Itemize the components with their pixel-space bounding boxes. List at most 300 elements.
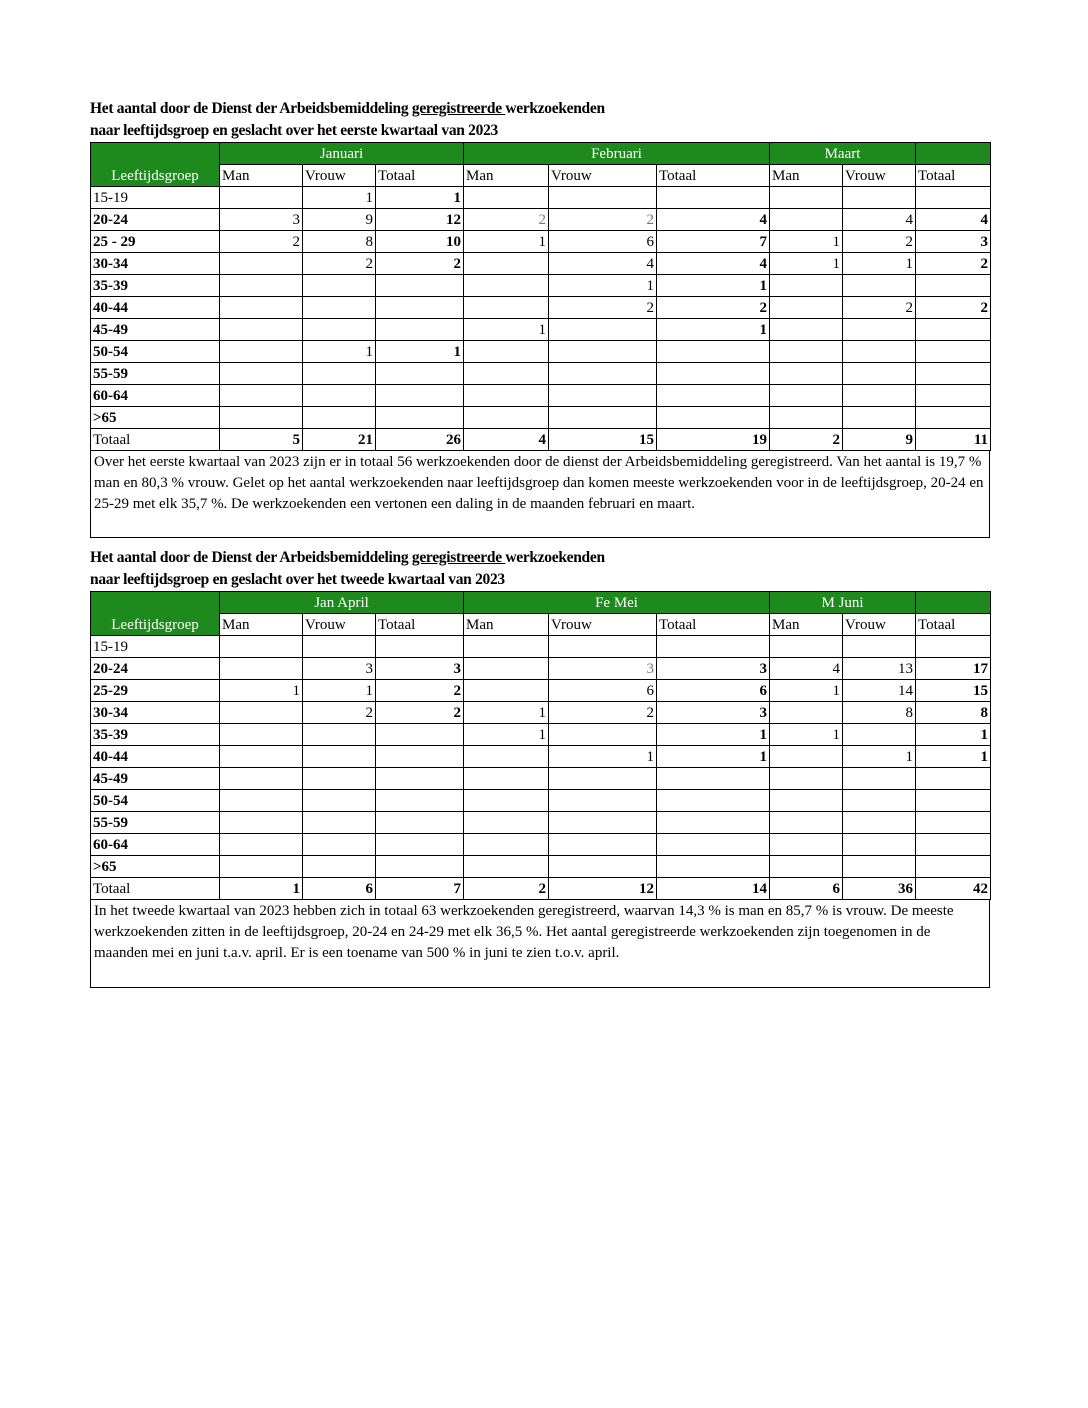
column-header: Totaal bbox=[376, 614, 464, 636]
table-cell bbox=[220, 790, 303, 812]
table-row bbox=[91, 209, 991, 231]
table-cell: 1 bbox=[770, 253, 843, 275]
table-cell: 2 bbox=[303, 253, 376, 275]
age-group-header: Leeftijdsgroep bbox=[91, 592, 220, 636]
table-cell: 1 bbox=[770, 680, 843, 702]
table-cell: 1 bbox=[657, 319, 770, 341]
table-cell bbox=[303, 746, 376, 768]
table-cell bbox=[464, 297, 549, 319]
table-cell bbox=[916, 385, 991, 407]
table-cell bbox=[916, 363, 991, 385]
table-cell: 6 bbox=[657, 680, 770, 702]
table-cell bbox=[303, 856, 376, 878]
table-cell bbox=[376, 812, 464, 834]
column-header: Totaal bbox=[916, 614, 991, 636]
table-cell: 12 bbox=[549, 878, 657, 900]
column-header: Vrouw bbox=[549, 165, 657, 187]
table-cell bbox=[843, 834, 916, 856]
table-cell bbox=[303, 834, 376, 856]
table-row bbox=[91, 341, 991, 363]
table-cell: 4 bbox=[464, 429, 549, 451]
table-cell bbox=[464, 341, 549, 363]
table-cell: 1 bbox=[843, 253, 916, 275]
column-header: Man bbox=[220, 165, 303, 187]
age-group-label: 40-44 bbox=[91, 297, 220, 319]
table-row bbox=[91, 319, 991, 341]
table-cell: 2 bbox=[916, 297, 991, 319]
month-header-spacer bbox=[916, 143, 991, 165]
table-cell: 14 bbox=[657, 878, 770, 900]
table-cell bbox=[657, 407, 770, 429]
table-cell bbox=[549, 724, 657, 746]
table-cell: 3 bbox=[376, 658, 464, 680]
table-cell bbox=[843, 812, 916, 834]
table-cell bbox=[657, 768, 770, 790]
table-cell bbox=[657, 790, 770, 812]
table-cell bbox=[376, 746, 464, 768]
table-cell bbox=[770, 407, 843, 429]
table-cell bbox=[303, 724, 376, 746]
table-cell: 2 bbox=[303, 702, 376, 724]
q1-note: Over het eerste kwartaal van 2023 zijn er in totaal 56 werkzoekenden door de dienst der Arbeidsbemiddeling geregistreerd. Van het aantal is 19,7 % man en 80,3 % vrouw. Gelet op het aantal werkzoekenden naar leeftijdsgroep dan komen meeste werkzoekenden voor in de leeftijdsgroep, 20-24 en 25-29 met elk 35,7 %. De werkzoekenden een vertonen een daling in de maanden februari en maart. bbox=[90, 451, 990, 538]
age-group-label: 50-54 bbox=[91, 341, 220, 363]
table-cell: 6 bbox=[770, 878, 843, 900]
q2-note: In het tweede kwartaal van 2023 hebben zich in totaal 63 werkzoekenden geregistreerd, waarvan 14,3 % is man en 85,7 % is vrouw. De meeste werkzoekenden zitten in de leeftijdsgroep, 20-24 en 24-29 met elk 36,5 %. Het aantal geregistreerde werkzoekenden zijn toegenomen in de maanden mei en juni t.a.v. april. Er is een toename van 500 % in juni te zien t.o.v. april. bbox=[90, 900, 990, 988]
table-cell: 2 bbox=[549, 209, 657, 231]
column-header: Vrouw bbox=[303, 614, 376, 636]
table-cell: 7 bbox=[657, 231, 770, 253]
table-cell bbox=[843, 385, 916, 407]
table-cell bbox=[657, 341, 770, 363]
age-group-label: 35-39 bbox=[91, 724, 220, 746]
table-cell bbox=[220, 319, 303, 341]
table-cell bbox=[303, 363, 376, 385]
table-cell bbox=[657, 363, 770, 385]
table-cell: 15 bbox=[916, 680, 991, 702]
table-cell bbox=[376, 297, 464, 319]
table-cell bbox=[220, 746, 303, 768]
table-cell bbox=[303, 297, 376, 319]
table-cell bbox=[549, 363, 657, 385]
table-cell bbox=[220, 407, 303, 429]
age-group-label: 55-59 bbox=[91, 363, 220, 385]
age-group-label: 40-44 bbox=[91, 746, 220, 768]
table-cell bbox=[916, 790, 991, 812]
age-group-label: 50-54 bbox=[91, 790, 220, 812]
column-header: Vrouw bbox=[303, 165, 376, 187]
table-cell: 1 bbox=[916, 724, 991, 746]
q1-subtitle: naar leeftijdsgroep en geslacht over het eerste kwartaal van 2023 bbox=[90, 122, 498, 139]
age-group-label: 45-49 bbox=[91, 768, 220, 790]
table-cell bbox=[843, 856, 916, 878]
table-cell: 1 bbox=[303, 187, 376, 209]
table-cell bbox=[464, 658, 549, 680]
table-cell: 2 bbox=[376, 680, 464, 702]
table-cell: 7 bbox=[376, 878, 464, 900]
table-cell bbox=[843, 341, 916, 363]
table-cell bbox=[770, 209, 843, 231]
table-cell: 26 bbox=[376, 429, 464, 451]
table-cell: 42 bbox=[916, 878, 991, 900]
table-cell bbox=[303, 407, 376, 429]
table-cell: 2 bbox=[549, 297, 657, 319]
table-cell: 1 bbox=[376, 187, 464, 209]
table-cell bbox=[464, 385, 549, 407]
table-cell bbox=[220, 768, 303, 790]
table-cell: 13 bbox=[843, 658, 916, 680]
table-row bbox=[91, 187, 991, 209]
table-cell bbox=[220, 275, 303, 297]
table-cell bbox=[220, 363, 303, 385]
table-cell: 2 bbox=[843, 231, 916, 253]
age-group-label: 25-29 bbox=[91, 680, 220, 702]
table-cell bbox=[549, 187, 657, 209]
table-cell bbox=[549, 385, 657, 407]
table-cell bbox=[376, 363, 464, 385]
table-cell bbox=[303, 812, 376, 834]
age-group-label: >65 bbox=[91, 856, 220, 878]
table-cell: 3 bbox=[657, 658, 770, 680]
table-cell: 1 bbox=[549, 275, 657, 297]
age-group-label: 35-39 bbox=[91, 275, 220, 297]
table-cell bbox=[464, 834, 549, 856]
table-cell: 1 bbox=[376, 341, 464, 363]
table-cell bbox=[549, 341, 657, 363]
column-header: Man bbox=[770, 614, 843, 636]
table-cell bbox=[464, 812, 549, 834]
table-cell bbox=[770, 385, 843, 407]
table-cell: 2 bbox=[220, 231, 303, 253]
column-header: Vrouw bbox=[549, 614, 657, 636]
column-header: Man bbox=[464, 614, 549, 636]
table-cell bbox=[376, 407, 464, 429]
table-cell bbox=[220, 385, 303, 407]
q2-subtitle: naar leeftijdsgroep en geslacht over het tweede kwartaal van 2023 bbox=[90, 571, 505, 588]
table-cell: 1 bbox=[916, 746, 991, 768]
table-cell bbox=[843, 768, 916, 790]
table-cell: 6 bbox=[303, 878, 376, 900]
table-cell bbox=[303, 790, 376, 812]
table-cell bbox=[843, 363, 916, 385]
table-cell bbox=[770, 297, 843, 319]
table-cell bbox=[657, 812, 770, 834]
table-cell bbox=[376, 636, 464, 658]
table-row bbox=[91, 407, 991, 429]
column-header: Vrouw bbox=[843, 165, 916, 187]
table-row bbox=[91, 658, 991, 680]
table-cell bbox=[843, 636, 916, 658]
table-cell bbox=[376, 790, 464, 812]
table-cell bbox=[220, 658, 303, 680]
column-header: Totaal bbox=[657, 614, 770, 636]
table-cell: 11 bbox=[916, 429, 991, 451]
table-cell bbox=[464, 636, 549, 658]
table-cell bbox=[770, 187, 843, 209]
table-cell bbox=[549, 407, 657, 429]
table-cell: 3 bbox=[549, 658, 657, 680]
table-row bbox=[91, 768, 991, 790]
table-cell bbox=[657, 636, 770, 658]
q2-table-body bbox=[91, 592, 991, 900]
table-cell bbox=[464, 363, 549, 385]
month-header: Maart bbox=[770, 143, 916, 165]
table-cell bbox=[770, 834, 843, 856]
table-cell bbox=[770, 363, 843, 385]
table-cell bbox=[770, 768, 843, 790]
table-cell: 2 bbox=[770, 429, 843, 451]
table-cell bbox=[220, 297, 303, 319]
table-cell: 2 bbox=[657, 297, 770, 319]
table-cell: 5 bbox=[220, 429, 303, 451]
table-cell bbox=[657, 856, 770, 878]
table-cell bbox=[464, 187, 549, 209]
table-cell bbox=[464, 407, 549, 429]
table-cell: 2 bbox=[549, 702, 657, 724]
table-cell: 6 bbox=[549, 680, 657, 702]
table-cell bbox=[303, 636, 376, 658]
table-cell bbox=[376, 834, 464, 856]
table-cell bbox=[657, 385, 770, 407]
table-cell: 1 bbox=[303, 680, 376, 702]
table-cell: 2 bbox=[376, 702, 464, 724]
table-cell bbox=[770, 319, 843, 341]
table-cell: 1 bbox=[464, 319, 549, 341]
table-cell: 1 bbox=[303, 341, 376, 363]
table-cell bbox=[770, 702, 843, 724]
table-cell bbox=[770, 636, 843, 658]
table-cell: 10 bbox=[376, 231, 464, 253]
table-cell: 1 bbox=[843, 746, 916, 768]
month-header: Januari bbox=[220, 143, 464, 165]
age-group-label: 15-19 bbox=[91, 636, 220, 658]
age-group-label: >65 bbox=[91, 407, 220, 429]
table-cell bbox=[303, 768, 376, 790]
q2-title: Het aantal door de Dienst der Arbeidsbemiddeling geregistreerde werkzoekenden bbox=[90, 549, 605, 566]
q1-title: Het aantal door de Dienst der Arbeidsbemiddeling geregistreerde werkzoekenden bbox=[90, 100, 605, 117]
table-cell: 9 bbox=[303, 209, 376, 231]
table-row bbox=[91, 363, 991, 385]
table-row bbox=[91, 812, 991, 834]
table-cell bbox=[464, 856, 549, 878]
table-cell bbox=[549, 319, 657, 341]
table-cell bbox=[916, 812, 991, 834]
column-header: Totaal bbox=[657, 165, 770, 187]
table-cell bbox=[303, 275, 376, 297]
table-cell bbox=[916, 275, 991, 297]
table-cell: 15 bbox=[549, 429, 657, 451]
table-cell: 1 bbox=[657, 746, 770, 768]
table-row bbox=[91, 856, 991, 878]
table-cell bbox=[916, 187, 991, 209]
table-row bbox=[91, 385, 991, 407]
table-cell bbox=[220, 253, 303, 275]
column-header: Vrouw bbox=[843, 614, 916, 636]
age-group-label: 30-34 bbox=[91, 702, 220, 724]
table-cell: 1 bbox=[549, 746, 657, 768]
table-cell: 36 bbox=[843, 878, 916, 900]
table-cell bbox=[770, 746, 843, 768]
column-header: Totaal bbox=[916, 165, 991, 187]
table-cell bbox=[916, 768, 991, 790]
table-cell: 1 bbox=[657, 275, 770, 297]
table-cell bbox=[916, 636, 991, 658]
table-cell: 1 bbox=[770, 724, 843, 746]
column-header: Totaal bbox=[376, 165, 464, 187]
table-cell: 3 bbox=[916, 231, 991, 253]
age-group-label: 30-34 bbox=[91, 253, 220, 275]
month-header: Fe Mei bbox=[464, 592, 770, 614]
table-cell bbox=[464, 768, 549, 790]
table-cell bbox=[916, 407, 991, 429]
age-group-label: 60-64 bbox=[91, 385, 220, 407]
q1-section bbox=[90, 98, 990, 538]
table-cell bbox=[770, 856, 843, 878]
table-cell: 4 bbox=[770, 658, 843, 680]
table-cell: 1 bbox=[770, 231, 843, 253]
table-row bbox=[91, 834, 991, 856]
table-cell: 2 bbox=[843, 297, 916, 319]
age-group-label: 20-24 bbox=[91, 658, 220, 680]
table-cell: 1 bbox=[464, 724, 549, 746]
month-header: Jan April bbox=[220, 592, 464, 614]
table-cell bbox=[220, 702, 303, 724]
q2-table bbox=[90, 591, 991, 900]
table-row bbox=[91, 253, 991, 275]
table-cell: 1 bbox=[657, 724, 770, 746]
table-cell bbox=[916, 319, 991, 341]
table-cell bbox=[376, 724, 464, 746]
table-cell bbox=[464, 746, 549, 768]
table-cell bbox=[549, 834, 657, 856]
age-group-label: 25 - 29 bbox=[91, 231, 220, 253]
table-row bbox=[91, 724, 991, 746]
table-cell: 14 bbox=[843, 680, 916, 702]
table-row bbox=[91, 636, 991, 658]
table-row bbox=[91, 275, 991, 297]
column-header: Man bbox=[770, 165, 843, 187]
table-cell bbox=[464, 790, 549, 812]
table-cell bbox=[464, 275, 549, 297]
q1-table-body bbox=[91, 143, 991, 451]
table-cell bbox=[220, 187, 303, 209]
table-cell: 4 bbox=[657, 253, 770, 275]
table-cell bbox=[376, 275, 464, 297]
column-header: Man bbox=[464, 165, 549, 187]
column-header: Man bbox=[220, 614, 303, 636]
table-cell: 3 bbox=[303, 658, 376, 680]
table-row bbox=[91, 680, 991, 702]
table-cell: 2 bbox=[376, 253, 464, 275]
age-group-label: 20-24 bbox=[91, 209, 220, 231]
table-row bbox=[91, 429, 991, 451]
table-cell bbox=[916, 834, 991, 856]
table-cell bbox=[220, 724, 303, 746]
table-row bbox=[91, 297, 991, 319]
table-cell: 6 bbox=[549, 231, 657, 253]
table-cell bbox=[770, 341, 843, 363]
table-cell: 3 bbox=[220, 209, 303, 231]
age-group-label: Totaal bbox=[91, 429, 220, 451]
table-cell bbox=[220, 341, 303, 363]
table-cell bbox=[916, 341, 991, 363]
table-cell bbox=[843, 319, 916, 341]
table-cell bbox=[843, 407, 916, 429]
table-cell: 1 bbox=[220, 878, 303, 900]
table-cell bbox=[770, 812, 843, 834]
table-cell bbox=[464, 680, 549, 702]
table-cell: 8 bbox=[843, 702, 916, 724]
table-cell: 3 bbox=[657, 702, 770, 724]
table-cell bbox=[376, 319, 464, 341]
age-group-header: Leeftijdsgroep bbox=[91, 143, 220, 187]
table-cell: 1 bbox=[220, 680, 303, 702]
table-cell bbox=[657, 834, 770, 856]
table-row bbox=[91, 702, 991, 724]
table-cell: 17 bbox=[916, 658, 991, 680]
q1-table bbox=[90, 142, 991, 451]
table-row bbox=[91, 746, 991, 768]
table-cell: 8 bbox=[916, 702, 991, 724]
table-cell: 19 bbox=[657, 429, 770, 451]
table-cell: 4 bbox=[549, 253, 657, 275]
table-cell bbox=[464, 253, 549, 275]
table-cell bbox=[549, 812, 657, 834]
table-cell: 4 bbox=[843, 209, 916, 231]
table-cell: 12 bbox=[376, 209, 464, 231]
table-cell bbox=[549, 856, 657, 878]
table-cell bbox=[843, 187, 916, 209]
table-cell bbox=[303, 385, 376, 407]
table-cell: 9 bbox=[843, 429, 916, 451]
age-group-label: 15-19 bbox=[91, 187, 220, 209]
table-cell bbox=[376, 856, 464, 878]
month-header-spacer bbox=[916, 592, 991, 614]
table-cell bbox=[843, 724, 916, 746]
table-cell bbox=[843, 275, 916, 297]
q2-section bbox=[90, 547, 990, 988]
table-row bbox=[91, 231, 991, 253]
table-cell: 21 bbox=[303, 429, 376, 451]
table-cell bbox=[770, 790, 843, 812]
table-cell: 1 bbox=[464, 702, 549, 724]
table-cell bbox=[220, 856, 303, 878]
month-header: Februari bbox=[464, 143, 770, 165]
table-cell: 4 bbox=[916, 209, 991, 231]
table-row bbox=[91, 878, 991, 900]
age-group-label: 60-64 bbox=[91, 834, 220, 856]
table-cell: 8 bbox=[303, 231, 376, 253]
age-group-label: 45-49 bbox=[91, 319, 220, 341]
table-cell bbox=[376, 768, 464, 790]
age-group-label: Totaal bbox=[91, 878, 220, 900]
table-row bbox=[91, 790, 991, 812]
table-cell bbox=[220, 812, 303, 834]
table-cell bbox=[843, 790, 916, 812]
table-cell: 4 bbox=[657, 209, 770, 231]
table-cell bbox=[916, 856, 991, 878]
table-cell: 2 bbox=[464, 209, 549, 231]
table-cell bbox=[549, 768, 657, 790]
table-cell bbox=[220, 834, 303, 856]
table-cell bbox=[376, 385, 464, 407]
table-cell bbox=[220, 636, 303, 658]
table-cell bbox=[770, 275, 843, 297]
month-header: M Juni bbox=[770, 592, 916, 614]
table-cell: 1 bbox=[464, 231, 549, 253]
table-cell bbox=[549, 790, 657, 812]
age-group-label: 55-59 bbox=[91, 812, 220, 834]
table-cell: 2 bbox=[464, 878, 549, 900]
